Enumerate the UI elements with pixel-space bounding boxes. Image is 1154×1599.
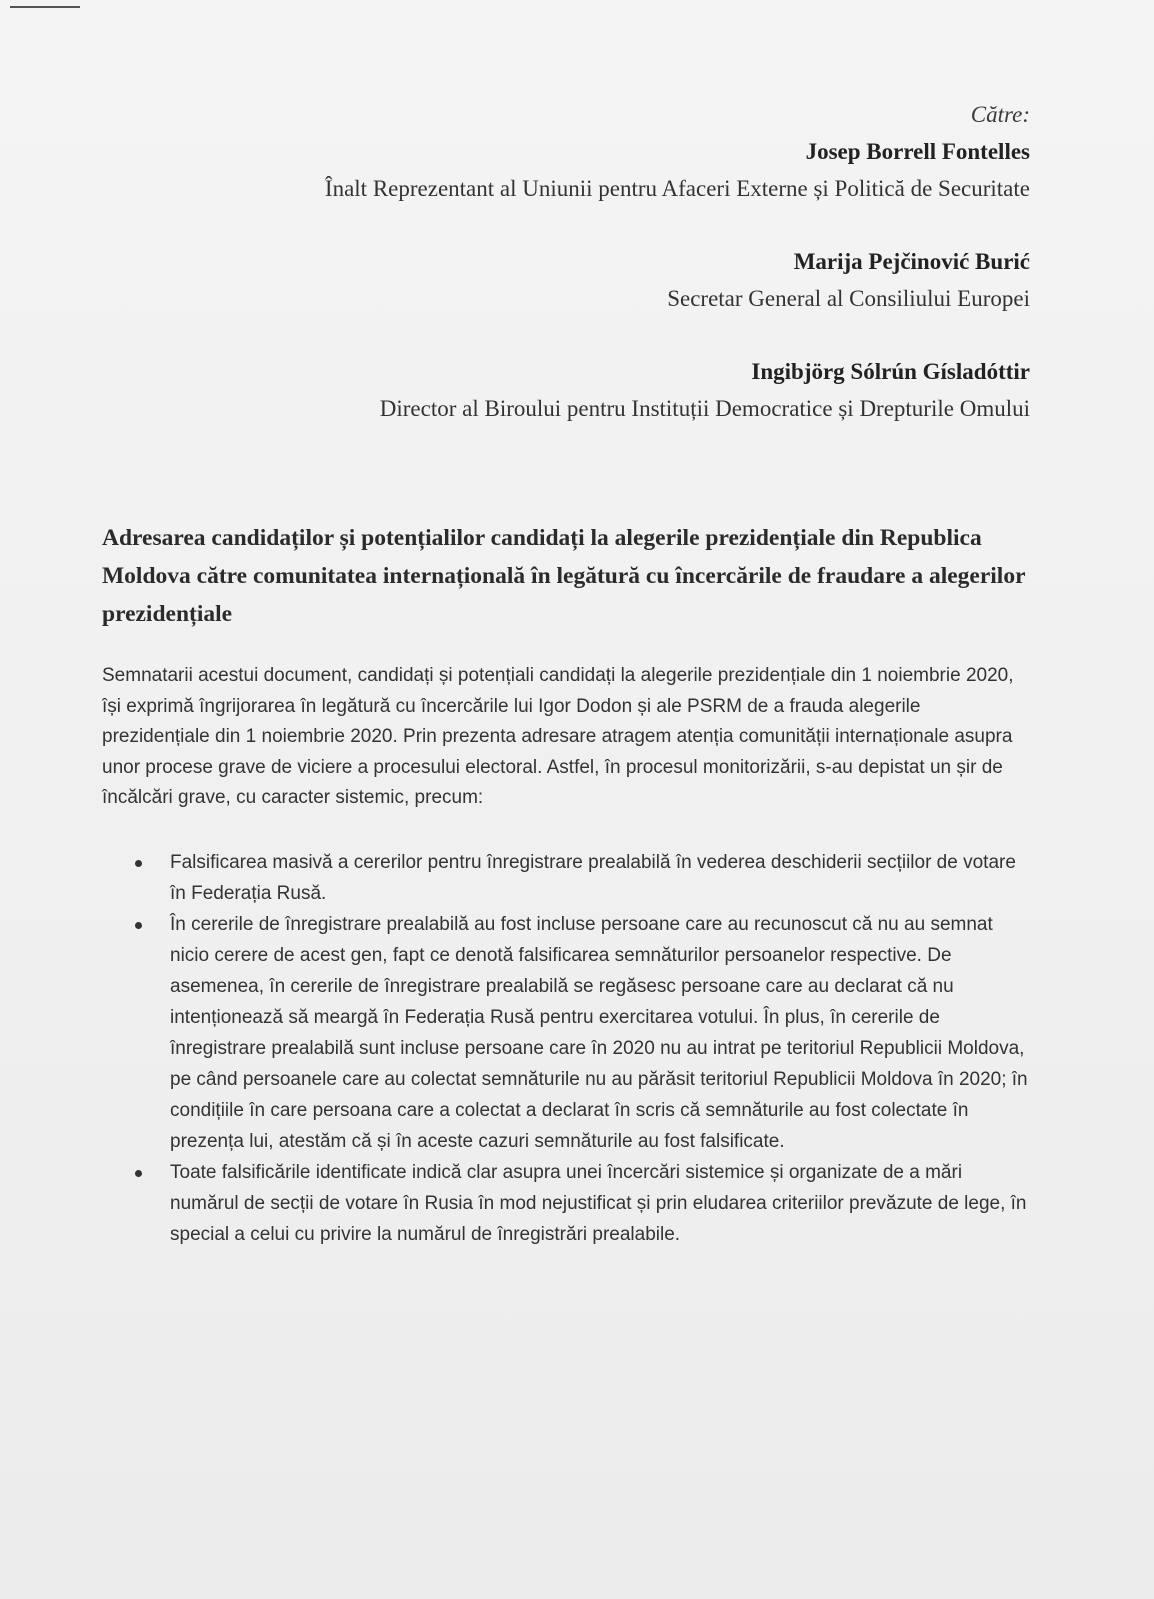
recipient-role: Înalt Reprezentant al Uniunii pentru Afaceri Externe și Politică de Securitate — [324, 176, 1030, 201]
recipient-role: Director al Biroului pentru Instituții Democratice și Drepturile Omului — [379, 396, 1030, 421]
corner-pen-mark — [10, 6, 80, 8]
intro-paragraph: Semnatarii acestui document, candidați și potențiali candidați la alegerile prezidențiale din 1 noiembrie 2020, își exprimă îngrijorarea în legătură cu încercările lui Igor Dodon și ale PSRM de a frauda alegerile prezidențiale din 1 noiembrie 2020. Prin prezenta adresare atragem atenția comunității internaționale asupra unor procese grave de viciere a procesului electoral. Astfel, în procesul monitorizării, s-au depistat un șir de încălcări grave, cu caracter sistemic, precum: — [102, 665, 1014, 808]
bullet-dot-icon — [135, 860, 142, 867]
recipient-1 — [130, 133, 1030, 207]
list-item — [102, 909, 1032, 1157]
bullet-list — [102, 847, 1032, 1250]
recipient-name: Ingibjörg Sólrún Gísladóttir — [751, 359, 1030, 384]
recipients-to-label: Către: — [970, 102, 1030, 127]
recipients-block — [130, 96, 1030, 427]
list-item — [102, 847, 1032, 909]
bullet-dot-icon — [135, 1170, 142, 1177]
recipient-name: Josep Borrell Fontelles — [805, 139, 1030, 164]
bullet-text: Toate falsificările identificate indică clar asupra unei încercări sistemice și organizate de a mări numărul de secții de votare în Rusia în mod nejustificat și prin eludarea criteriilor prevăzute de lege, în special a celui cu privire la numărul de înregistrări prealabile. — [170, 1162, 1027, 1245]
recipient-role: Secretar General al Consiliului Europei — [667, 286, 1030, 311]
bullet-text: Falsificarea masivă a cererilor pentru înregistrare prealabilă în vederea deschiderii secțiilor de votare în Federația Rusă. — [170, 852, 1016, 904]
recipient-2 — [130, 243, 1030, 317]
bullet-text: În cererile de înregistrare prealabilă au fost incluse persoane care au recunoscut că nu au semnat nicio cerere de acest gen, fapt ce denotă falsificarea semnăturilor persoanelor respective. De asemenea, în cererile de înregistrare prealabilă se regăsesc persoane care au declarat că nu intenționează să meargă în Federația Rusă pentru exercitarea votului. În plus, în cererile de înregistrare prealabilă sunt incluse persoane care în 2020 nu au intrat pe teritoriul Republicii Moldova, pe când persoanele care au colectat semnăturile nu au părăsit teritoriul Republicii Moldova în 2020; în condițiile în care persoana care a colectat a declarat în scris că semnăturile au fost colectate în prezența lui, atestăm că și în aceste cazuri semnăturile au fost falsificate. — [170, 914, 1028, 1152]
document-title: Adresarea candidaților și potențialilor candidați la alegerile prezidențiale din Republica Moldova către comunitatea internațională în legătură cu încercările de fraudare a alegerilor prezidențiale — [102, 525, 1026, 627]
bullet-dot-icon — [135, 922, 142, 929]
recipient-3 — [130, 353, 1030, 427]
recipient-name: Marija Pejčinović Burić — [793, 249, 1030, 274]
list-item — [102, 1157, 1032, 1250]
